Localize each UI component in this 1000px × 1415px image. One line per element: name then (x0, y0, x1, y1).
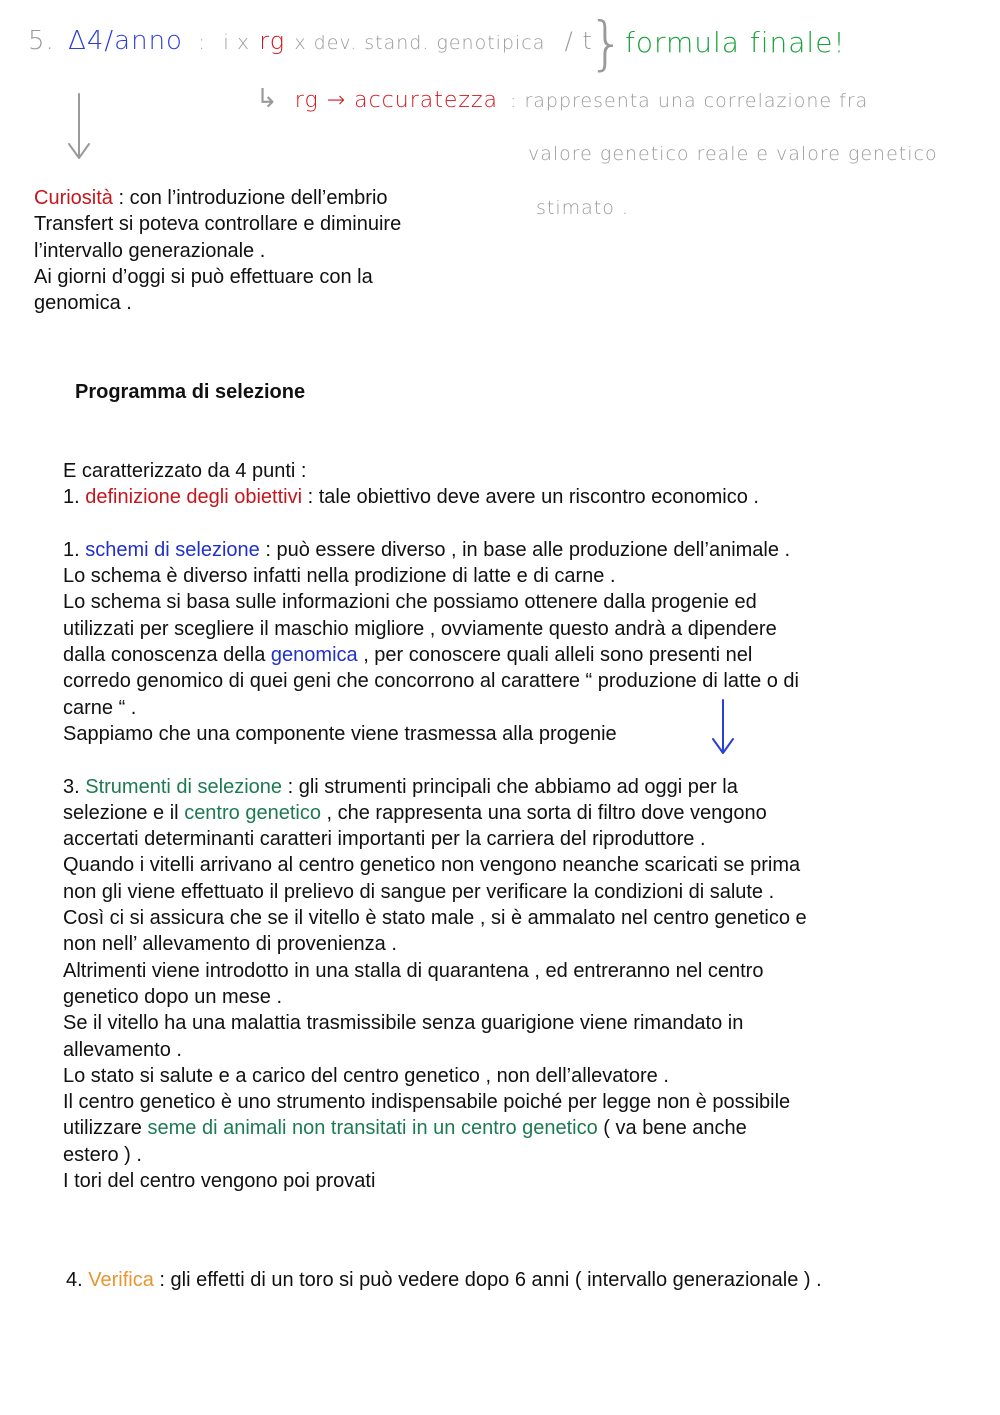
arrow-right-icon: → (326, 88, 347, 113)
curiosita-line3: l’intervallo generazionale . (34, 239, 266, 262)
point2-line5: dalla conoscenza della genomica , per conoscere quali alleli sono presenti nel (63, 644, 753, 667)
point-number: 5. (28, 26, 55, 56)
point2-line1: 1. schemi di selezione : può essere diverso , in base alle produzione dell’animale . (63, 538, 791, 561)
point2-line7: carne “ . (63, 696, 137, 719)
point3-line3: accertati determinanti caratteri importanti per la carriera del riproduttore . (63, 828, 706, 851)
point2-label: schemi di selezione (85, 538, 260, 561)
point2-line2: Lo schema è diverso infatti nella prodizione di latte e di carne . (63, 565, 616, 588)
point3-line4: Quando i vitelli arrivano al centro genetico non vengono neanche scaricati se prima (63, 854, 801, 877)
rg-term: rg (259, 27, 286, 55)
hook-arrow-icon: ↳ (256, 84, 279, 114)
point1-label: definizione degli obiettivi (85, 486, 303, 509)
accuratezza-note-line3: stimato . (536, 197, 629, 219)
intensity-term: i x (223, 30, 250, 54)
point4-line: 4. Verifica : gli effetti di un toro si può vedere dopo 6 anni ( intervallo generazionale ) . (66, 1269, 822, 1291)
point3-label: Strumenti di selezione (85, 775, 283, 798)
point3-line5: non gli viene effettuato il prelievo di sangue per verificare la condizioni di salute . (63, 880, 775, 903)
seme-term: seme di animali non transitati in un centro genetico (147, 1117, 598, 1140)
curiosita-line2: Transfert si poteva controllare e diminuire (34, 213, 402, 236)
handwritten-formula-line (28, 26, 593, 56)
point3-line7: non nell’ allevamento di provenienza . (63, 933, 397, 956)
colon: : (198, 30, 206, 54)
point3-line10: Se il vitello ha una malattia trasmissibile senza guarigione viene rimandato in (63, 1012, 744, 1035)
point3-line9: genetico dopo un mese . (63, 985, 283, 1008)
point3-line8: Altrimenti viene introdotto in una stalla di quarantena , ed entreranno nel centro (63, 959, 764, 982)
time-term: / t (564, 27, 593, 55)
intro-line: E caratterizzato da 4 punti : (63, 460, 307, 482)
point3-line11: allevamento . (63, 1038, 182, 1061)
point4-label: Verifica (88, 1269, 154, 1291)
curiosita-line5: genomica . (34, 292, 132, 315)
std-dev-term: x dev. stand. genotipica (294, 32, 546, 54)
curiosita-label: Curiosità (34, 187, 113, 209)
rg-label: rg (294, 88, 319, 113)
formula-finale-note: formula finale! (625, 26, 846, 59)
main-text (63, 458, 963, 1194)
point3-line16: I tori del centro vengono poi provati (63, 1170, 376, 1193)
point2-line6: corredo genomico di quei geni che concorrono al carattere “ produzione di latte o di (63, 670, 799, 693)
point2-line8: Sappiamo che una componente viene trasmessa alla progenie (63, 722, 617, 745)
centro-genetico-term: centro genetico (184, 801, 321, 824)
delta-genetic-gain: Δ4/anno (68, 26, 183, 56)
curly-brace: } (588, 9, 625, 77)
point3-line14: utilizzare seme di animali non transitati in un centro genetico ( va bene anche (63, 1117, 747, 1140)
down-arrow-icon (64, 92, 94, 164)
point1-line: 1. definizione degli obiettivi : tale obiettivo deve avere un riscontro economico . (63, 486, 759, 509)
point3-line12: Lo stato si salute e a carico del centro genetico , non dell’allevatore . (63, 1064, 669, 1087)
point3-line1: 3. Strumenti di selezione : gli strumenti principali che abbiamo ad oggi per la (63, 775, 738, 798)
accuratezza-note: : rappresenta una correlazione fra (510, 90, 869, 112)
point3-line6: Così ci si assicura che se il vitello è stato male , si è ammalato nel centro genetico e (63, 907, 807, 930)
section-title: Programma di selezione (75, 381, 306, 403)
blue-down-arrow-icon (708, 698, 738, 758)
genomica-term: genomica (270, 644, 358, 667)
curiosita-line4: Ai giorni d’oggi si può effettuare con la (34, 265, 373, 288)
point3-line15: estero ) . (63, 1143, 142, 1166)
point2-line4: utilizzati per scegliere il maschio migliore , ovviamente questo andrà a dipendere (63, 617, 777, 640)
point3-line13: Il centro genetico è uno strumento indispensabile poiché per legge non è possibile (63, 1091, 791, 1114)
accuratezza-note-line2: valore genetico reale e valore genetico (528, 143, 938, 165)
point3-line2: selezione e il centro genetico , che rappresenta una sorta di filtro dove vengono (63, 801, 767, 824)
curiosita-block (34, 185, 474, 316)
point2-line3: Lo schema si basa sulle informazioni che possiamo ottenere dalla progenie ed (63, 591, 757, 614)
curiosita-line1: Curiosità : con l’introduzione dell’embrio (34, 187, 388, 209)
handwritten-rg-line (256, 84, 868, 114)
accuratezza-label: accuratezza (354, 88, 498, 113)
